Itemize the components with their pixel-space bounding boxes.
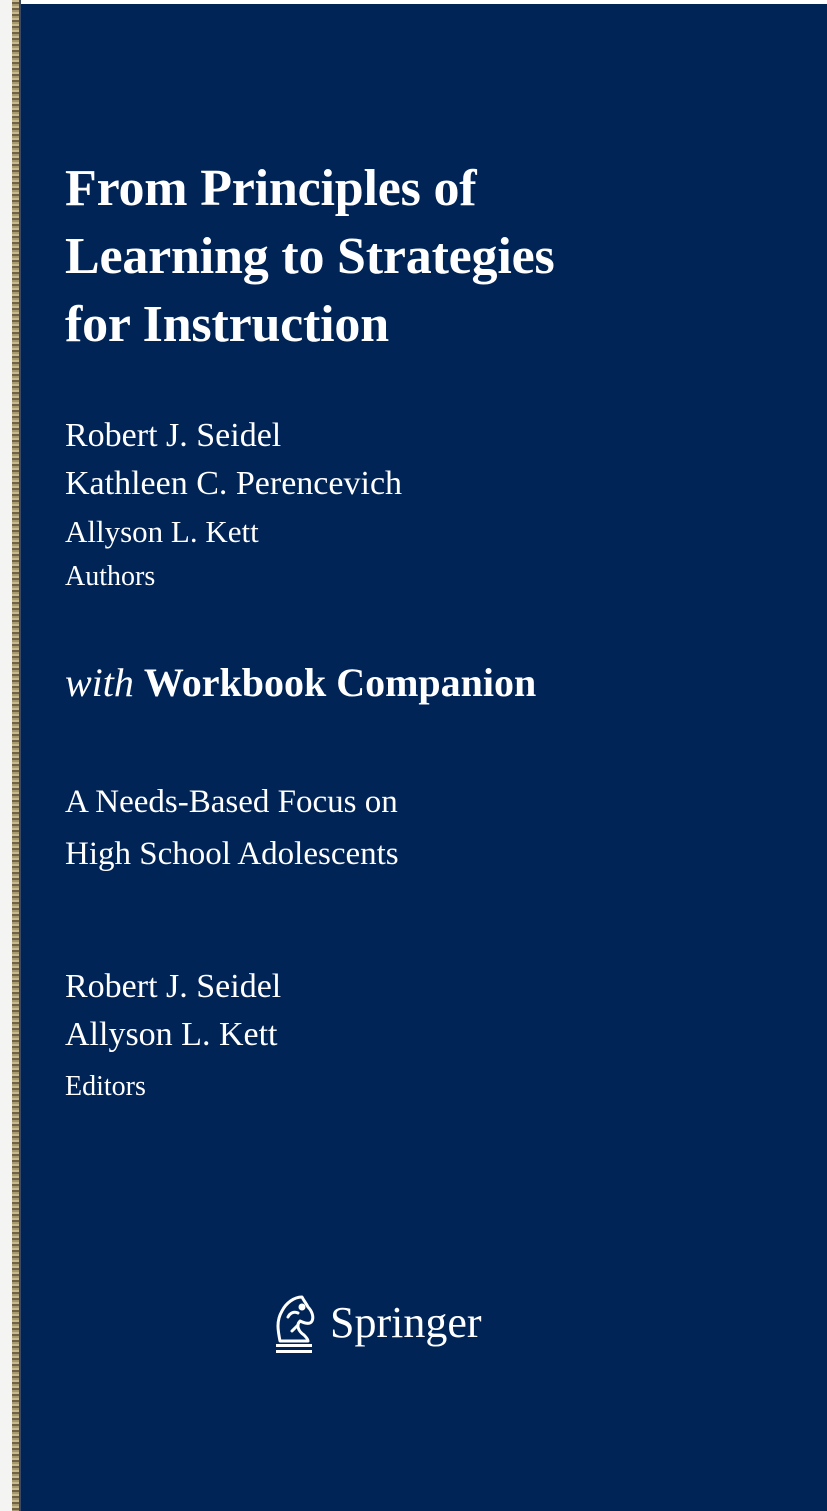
cover-top-edge xyxy=(0,0,827,4)
cover-left-edge xyxy=(0,0,12,1511)
book-title-line: Learning to Strategies xyxy=(65,228,555,285)
companion-label: Workbook Companion xyxy=(143,660,537,705)
subtitle-line: A Needs-Based Focus on xyxy=(65,784,398,820)
author-name: Allyson L. Kett xyxy=(65,514,259,549)
workbook-companion-line xyxy=(65,657,536,709)
springer-knight-icon xyxy=(268,1291,320,1355)
book-title-line: From Principles of xyxy=(65,160,477,217)
publisher-name: Springer xyxy=(330,1298,482,1347)
editors-role-label: Editors xyxy=(65,1071,146,1102)
book-title-line: for Instruction xyxy=(65,296,389,353)
spine-line xyxy=(19,0,21,1511)
editor-name: Robert J. Seidel xyxy=(65,968,282,1005)
author-name: Robert J. Seidel xyxy=(65,417,282,454)
book-title xyxy=(65,155,555,359)
companion-with: with xyxy=(65,660,134,705)
subtitle-line: High School Adolescents xyxy=(65,836,399,872)
spine-cord xyxy=(12,0,19,1511)
editor-name: Allyson L. Kett xyxy=(65,1016,278,1053)
publisher-logo xyxy=(268,1290,482,1356)
book-subtitle xyxy=(65,776,399,880)
author-name: Kathleen C. Perencevich xyxy=(65,465,403,502)
authors-role-label: Authors xyxy=(65,561,156,592)
